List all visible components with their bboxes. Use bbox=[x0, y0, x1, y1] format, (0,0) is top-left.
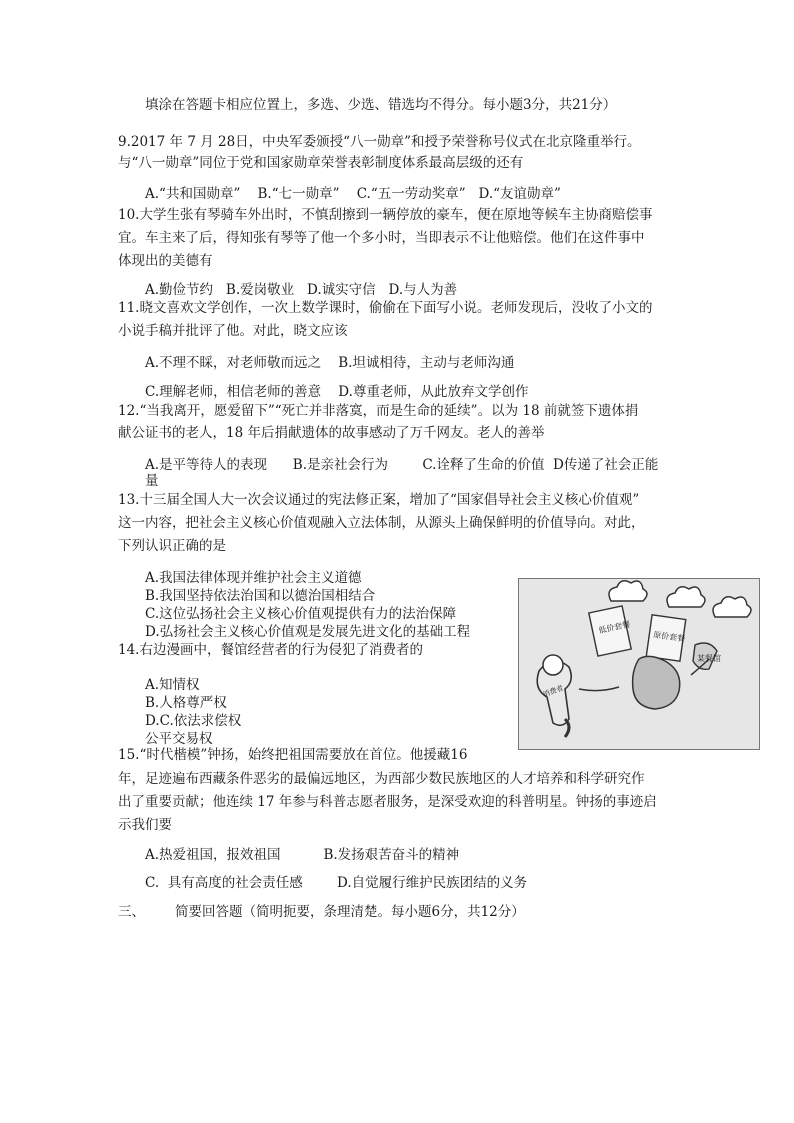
restaurant-staff-figure bbox=[633, 656, 680, 709]
q10-stem-line1: 10.大学生张有琴骑车外出时，不慎刮擦到一辆停放的豪车，便在原地等候车主协商赔偿事 bbox=[118, 207, 653, 223]
consumer-leg bbox=[565, 719, 569, 737]
chef-hat-icon bbox=[609, 581, 647, 601]
q9-stem-line2: 与“八一勋章”同位于党和国家勋章荣誉表彰制度体系最高层级的还有 bbox=[118, 155, 524, 171]
q10-stem-line2: 宜。车主来了后，得知张有琴等了他一个多小时，当即表示不让他赔偿。他们在这件事中 bbox=[118, 230, 645, 246]
q15-stem-line1: 15.“时代楷模”钟扬，始终把祖国需要放在首位。他援藏16 bbox=[118, 747, 468, 763]
q14-option-cd: D.C.依法求偿权 bbox=[145, 713, 242, 729]
q13-stem-line1: 13.十三届全国人大一次会议通过的宪法修正案，增加了“国家倡导社会主义核心价值观” bbox=[118, 492, 640, 508]
q12-stem-line1: 12.“当我离开，愿爱留下”“死亡并非落寞，而是生命的延续”。以为 18 前就签下遗体捐 bbox=[118, 403, 639, 419]
cartoon-illustration bbox=[519, 579, 759, 749]
q13-option-c: C.这位弘扬社会主义核心价值观提供有力的法治保障 bbox=[145, 606, 457, 622]
q11-options-ab: A.不理不睬，对老师敬而远之 B.坦诚相待，主动与老师沟通 bbox=[145, 355, 515, 371]
low-price-menu-text: 低价套餐 bbox=[597, 619, 631, 636]
q11-stem-line2: 小说手稿并批评了他。对此，晓文应该 bbox=[118, 323, 348, 339]
q10-options: A.勤俭节约 B.爱岗敬业 D.诚实守信 D.与人为善 bbox=[145, 282, 458, 298]
q15-options-ab: A.热爱祖国，报效祖国 B.发扬艰苦奋斗的精神 bbox=[145, 847, 460, 863]
restaurant-sign-text: 某餐馆 bbox=[697, 654, 721, 663]
consumer-head bbox=[543, 655, 563, 675]
restaurant-cartoon bbox=[518, 578, 760, 750]
staff-arm bbox=[579, 687, 619, 691]
q13-stem-line2: 这一内容，把社会主义核心价值观融入立法体制，从源头上确保鲜明的价值导向。对此， bbox=[118, 515, 645, 531]
q13-stem-line3: 下列认识正确的是 bbox=[118, 538, 226, 554]
q15-stem-line4: 示我们要 bbox=[118, 817, 172, 833]
consumer-badge-text: 消费者 bbox=[541, 684, 565, 699]
q12-options-continued: 量 bbox=[145, 473, 159, 489]
original-price-menu-text: 原价套餐 bbox=[652, 630, 686, 644]
chef-hat-icon bbox=[667, 587, 705, 607]
q14-stem: 14.右边漫画中，餐馆经营者的行为侵犯了消费者的 bbox=[118, 642, 423, 658]
section-number: 三、 bbox=[118, 904, 145, 920]
q14-option-last: 公平交易权 bbox=[145, 731, 213, 747]
q10-stem-line3: 体现出的美德有 bbox=[118, 253, 213, 269]
section-title: 简要回答题（简明扼要，条理清楚。每小题6分，共12分） bbox=[175, 904, 525, 920]
section-intro: 填涂在答题卡相应位置上，多选、少选、错选均不得分。每小题3分，共21分） bbox=[145, 97, 617, 113]
q9-options: A.“共和国勋章” B.“七一勋章” C.“五一劳动奖章” D.“友谊勋章” bbox=[145, 186, 561, 202]
q13-option-d: D.弘扬社会主义核心价值观是发展先进文化的基础工程 bbox=[145, 624, 471, 640]
q12-options: A.是平等待人的表现 B.是亲社会行为 C.诠释了生命的价值 D传递了社会正能 bbox=[145, 457, 659, 473]
q13-option-b: B.我国坚持依法治国和以德治国相结合 bbox=[145, 588, 376, 604]
q15-stem-line3: 出了重要贡献；他连续 17 年参与科普志愿者服务，是深受欢迎的科普明星。钟扬的事迹启 bbox=[118, 794, 657, 810]
q15-options-cd: C. 具有高度的社会责任感 D.自觉履行维护民族团结的义务 bbox=[145, 875, 528, 891]
q14-option-b: B.人格尊严权 bbox=[145, 695, 227, 711]
q12-stem-line2: 献公证书的老人，18 年后捐献遗体的故事感动了万千网友。老人的善举 bbox=[118, 425, 545, 441]
q14-option-a: A.知情权 bbox=[145, 677, 200, 693]
q9-stem-line1: 9.2017 年 7 月 28日，中央军委颁授“八一勋章”和授予荣誉称号仪式在北京隆重举行。 bbox=[118, 134, 641, 150]
q11-options-cd: C.理解老师，相信老师的善意 D.尊重老师，从此放弃文学创作 bbox=[145, 384, 529, 400]
q11-stem-line1: 11.晓文喜欢文学创作，一次上数学课时，偷偷在下面写小说。老师发现后，没收了小文的 bbox=[118, 300, 653, 316]
q13-option-a: A.我国法律体现并维护社会主义道德 bbox=[145, 570, 362, 586]
q15-stem-line2: 年，足迹遍布西藏条件恶劣的最偏远地区，为西部少数民族地区的人才培养和科学研究作 bbox=[118, 771, 645, 787]
chef-hat-icon bbox=[713, 597, 751, 617]
